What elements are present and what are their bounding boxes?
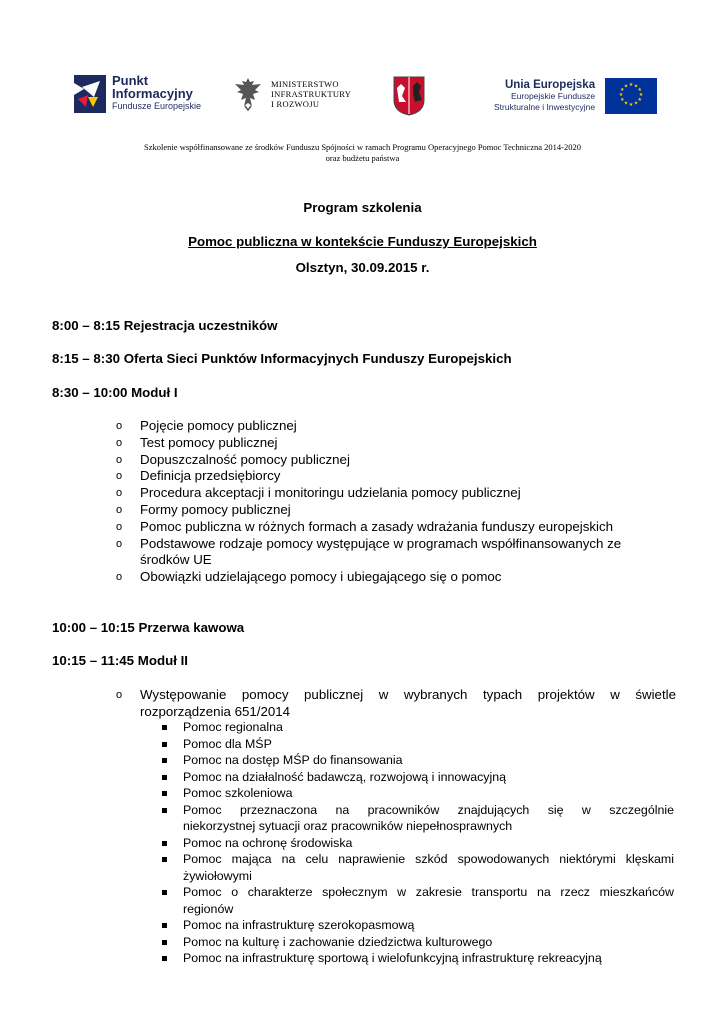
svg-text:★: ★ xyxy=(620,97,625,103)
ministry-logo xyxy=(233,76,351,112)
eu-line2: Europejskie Fundusze xyxy=(511,90,596,101)
svg-text:★: ★ xyxy=(628,102,634,108)
list-item xyxy=(158,785,674,802)
svg-text:★: ★ xyxy=(623,83,629,90)
list-item xyxy=(158,802,674,835)
svg-text:★: ★ xyxy=(637,87,643,93)
topic-text-line1: Podstawowe rodzaje pomocy występujące w programach współfinansowanych ze xyxy=(140,535,622,551)
list-item xyxy=(158,736,674,753)
aid-type-text: Pomoc regionalna xyxy=(183,720,283,734)
topic-text: Dopuszczalność pomocy publicznej xyxy=(140,451,350,467)
training-subtitle: Pomoc publiczna w kontekście Funduszy Europejskich xyxy=(188,234,537,249)
agenda-module-2: 10:15 – 11:45 Moduł II xyxy=(52,653,188,668)
fe-line2: Informacyjny xyxy=(112,86,193,101)
list-item: o Definicja przedsiębiorcy xyxy=(116,468,281,484)
agenda-registration: 8:00 – 8:15 Rejestracja uczestników xyxy=(52,318,278,333)
aid-type-text-line2: żywiołowymi xyxy=(183,868,252,883)
aid-type-text: Pomoc na ochronę środowiska xyxy=(183,835,353,850)
ministry-line1: MINISTERSTWO xyxy=(271,79,339,89)
list-item: o Występowanie pomocy publicznej w wybranych typach projektów w świetle rozporządzenia 651/2014 xyxy=(116,687,676,719)
list-item xyxy=(158,851,674,884)
aid-type-text: Pomoc na infrastrukturę szerokopasmową xyxy=(183,918,415,932)
list-item xyxy=(158,835,674,852)
svg-text:★: ★ xyxy=(623,100,629,107)
aid-types-list xyxy=(158,719,674,967)
agenda-module-1: 8:30 – 10:00 Moduł I xyxy=(52,385,178,400)
aid-type-text-line1: Pomoc mająca na celu naprawienie szkód spowodowanych niektórymi klęskami xyxy=(183,852,674,866)
eu-line3: Strukturalne i Inwestycyjne xyxy=(494,101,596,112)
fe-star-icon xyxy=(74,75,106,113)
list-item xyxy=(158,934,674,951)
cofinancing-line2: oraz budżetu państwa xyxy=(325,153,400,163)
topic-text: Pojęcie pomocy publicznej xyxy=(140,418,297,433)
svg-text:★: ★ xyxy=(637,97,643,103)
cofinancing-note xyxy=(0,142,725,164)
list-item xyxy=(158,950,674,967)
aid-type-text: Pomoc szkoleniowa xyxy=(183,786,293,800)
aid-type-text-line1: Pomoc o charakterze społecznym w zakresie transportu na rzecz mieszkańców xyxy=(183,885,674,899)
list-item xyxy=(158,884,674,917)
agenda-coffee-break: 10:00 – 10:15 Przerwa kawowa xyxy=(52,620,245,635)
topic-text: Pomoc publiczna w różnych formach a zasady wdrażania funduszy europejskich xyxy=(140,518,614,534)
topic-text: Definicja przedsiębiorcy xyxy=(140,468,281,484)
topic-text: Formy pomocy publicznej xyxy=(140,501,291,517)
ministry-line3: I ROZWOJU xyxy=(271,99,320,109)
svg-text:★: ★ xyxy=(618,92,624,98)
aid-type-text-line2: regionów xyxy=(183,901,234,916)
topic-text-line2: rozporządzenia 651/2014 xyxy=(140,703,291,719)
module-1-topics xyxy=(116,418,676,586)
aid-type-text: Pomoc na kulturę i zachowanie dziedzictwa kulturowego xyxy=(183,934,493,949)
program-title: Program szkolenia xyxy=(303,200,422,215)
logo-bar xyxy=(0,72,725,124)
module-2-topics xyxy=(116,687,676,721)
list-item: o Formy pomocy publicznej xyxy=(116,501,291,517)
aid-type-text-line1: Pomoc przeznaczona na pracowników znajdujących się w szczególnie xyxy=(183,802,674,817)
list-item: o Podstawowe rodzaje pomocy występujące w programach współfinansowanych ze środków UE xyxy=(116,536,676,570)
place-date: Olsztyn, 30.09.2015 r. xyxy=(295,260,430,275)
fe-line3: Fundusze Europejskie xyxy=(112,101,202,111)
ministry-line2: INFRASTRUKTURY xyxy=(271,89,352,99)
list-item: o Obowiązki udzielającego pomocy i ubiegającego się o pomoc xyxy=(116,569,502,585)
aid-type-text: Pomoc dla MŚP xyxy=(183,736,272,751)
svg-text:★: ★ xyxy=(633,100,639,107)
list-item xyxy=(158,917,674,934)
list-item xyxy=(158,752,674,769)
svg-text:★: ★ xyxy=(620,87,625,93)
fe-line1: Punkt xyxy=(112,73,149,88)
aid-type-text-line2: niekorzystnej sytuacji oraz pracowników niepełnosprawnych xyxy=(183,819,513,833)
list-item: o Pomoc publiczna w różnych formach a zasady wdrażania funduszy europejskich xyxy=(116,518,614,534)
eu-logo xyxy=(494,78,657,114)
list-item: o Test pomocy publicznej xyxy=(116,434,278,450)
aid-type-text: Pomoc na infrastrukturę sportową i wielofunkcyjną infrastrukturę rekreacyjną xyxy=(183,951,602,965)
topic-text-line2: środków UE xyxy=(140,552,212,568)
region-coat-of-arms xyxy=(393,76,425,116)
eu-flag-icon xyxy=(605,78,657,114)
list-item xyxy=(158,719,674,736)
topic-text: Procedura akceptacji i monitoringu udzielania pomocy publicznej xyxy=(140,485,521,501)
svg-text:★: ★ xyxy=(633,83,639,90)
topic-text: Test pomocy publicznej xyxy=(140,434,278,450)
list-item: o Pojęcie pomocy publicznej xyxy=(116,418,297,433)
topic-text: Obowiązki udzielającego pomocy i ubiegającego się o pomoc xyxy=(140,569,502,585)
coat-of-arms-icon xyxy=(393,76,425,116)
aid-type-text: Pomoc na działalność badawczą, rozwojową i innowacyjną xyxy=(183,769,507,784)
topic-text-line1: Występowanie pomocy publicznej w wybranych typach projektów w świetle xyxy=(140,687,676,702)
aid-type-text: Pomoc na dostęp MŚP do finansowania xyxy=(183,753,403,767)
svg-text:★: ★ xyxy=(638,92,644,98)
eu-line1: Unia Europejska xyxy=(504,78,596,91)
cofinancing-line1: Szkolenie współfinansowane ze środków Funduszu Spójności w ramach Programu Operacyjnego Pomoc Techniczna 2014-2020 xyxy=(144,142,581,152)
svg-text:★: ★ xyxy=(628,82,634,88)
agenda-offer: 8:15 – 8:30 Oferta Sieci Punktów Informacyjnych Funduszy Europejskich xyxy=(52,351,512,366)
fundusze-europejskie-logo xyxy=(74,74,201,113)
list-item: o Procedura akceptacji i monitoringu udzielania pomocy publicznej xyxy=(116,485,521,501)
eagle-icon xyxy=(233,76,263,112)
list-item: o Dopuszczalność pomocy publicznej xyxy=(116,451,350,467)
list-item xyxy=(158,769,674,786)
